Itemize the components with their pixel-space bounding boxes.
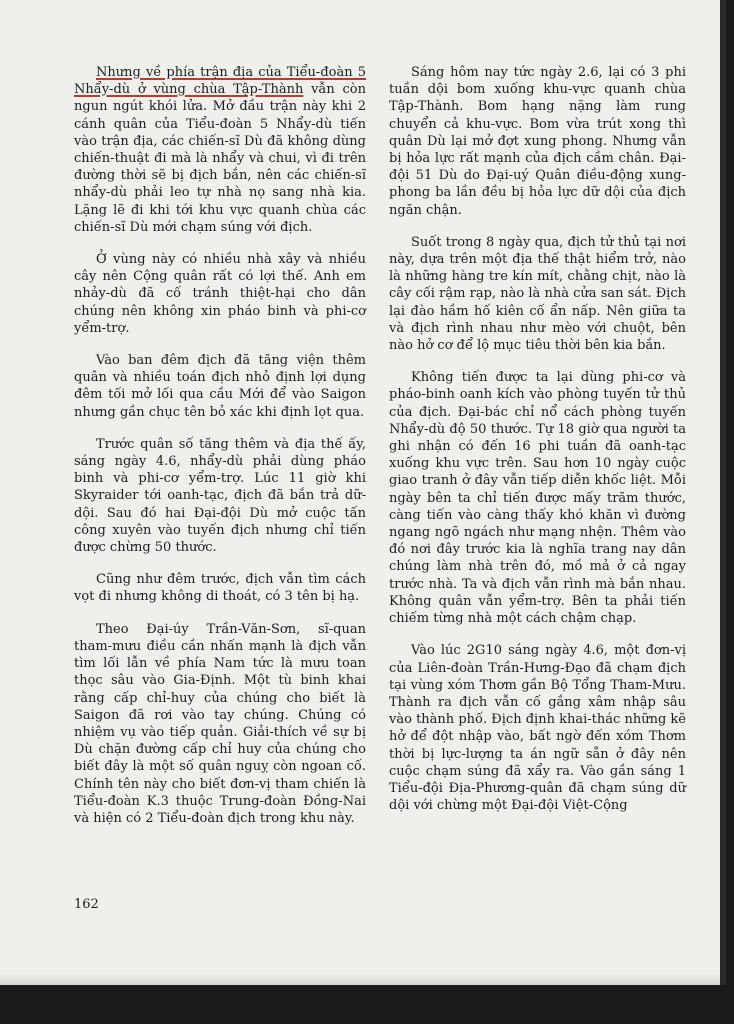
paragraph: Không tiến được ta lại dùng phi-cơ và pháo-binh oanh kích vào phòng tuyến tử thủ của địch. Đại-bác chỉ nổ cách phòng tuyến Nhẩy-dù độ 50 thước. Tự 18 giờ qua người ta ghi nhận có đến 16 phi tuần đã oanh-tạc xuống khu vực trên. Sau hơn 10 ngày cuộc giao tranh ở đây vẫn tiếp diễn khốc liệt. Mỗi ngày bên ta chỉ tiến được mấy trăm thước, càng tiến vào càng thấy khó khăn vì đường ngang ngõ ngách như mạng nhện. Thêm vào đó nơi đây trước kia là nghĩa trang nay dân chúng làm nhà trên đó, mồ mả ở cả ngay trước nhà. Ta và địch vẫn rình mà bắn nhau. Không quân vẫn yểm-trợ. Bên ta phải tiến chiếm từng nhà một cách chậm chạp. — [389, 370, 686, 627]
paragraph-text: vẫn còn ngun ngút khói lửa. Mở đầu trận này khi 2 cánh quân của Tiểu-đoàn 5 Nhẩy-dù tiến vào trận địa, các chiến-sĩ Dù đã không dùng chiến-thuật đi mà là nhẩy và chui, vì đi trên đường thời sẽ bị địch bắn, nên các chiến-sĩ nhẩy-dù phải leo tự nhà nọ sang nhà kia. Lặng lẽ đi khi tới khu vực quanh chùa các chiến-sĩ Dù mới chạm súng với địch. — [74, 82, 366, 235]
paragraph: Sáng hôm nay tức ngày 2.6, lại có 3 phi tuần dội bom xuống khu-vực quanh chùa Tập-Thành. Bom hạng nặng làm rung chuyển cả khu-vực. Bom vừa trút xong thì quân Dù lại mở đợt xung phong. Nhưng vẫn bị hỏa lực rất mạnh của địch cầm chân. Đại-đội 51 Dù do Đại-uý Quân điều-động xung-phong ba lần đều bị hỏa lực dữ dội của địch ngăn chận. — [389, 65, 686, 218]
paragraph: Ở vùng này có nhiều nhà xây và nhiều cây nên Cộng quân rất có lợi thế. Anh em nhảy-dù đã cố tránh thiệt-hại cho dân chúng nên không xin pháo binh và phi-cơ yểm-trợ. — [74, 252, 366, 336]
paragraph: Theo Đại-úy Trần-Văn-Sơn, sĩ-quan tham-mưu điều cần nhấn mạnh là địch vẫn tìm lối lẫn về phía Nam tức là mưu toan thọc sâu vào Gia-Định. Một tù binh khai rằng cấp chỉ-huy của chúng cho biết là Saigon đã rơi vào tay chúng. Chúng có nhiệm vụ vào tiếp quản. Giải-thích về sự bị Dù chặn đường cấp chỉ huy của chúng cho biết đây là một số quân nguỵ còn ngoan cố. Chính tên này cho biết đơn-vị tham chiến là Tiểu-đoàn K.3 thuộc Trung-đoàn Đồng-Nai và hiện có 2 Tiểu-đoàn địch trong khu này. — [74, 621, 366, 826]
paragraph: Cũng như đêm trước, địch vẫn tìm cách vọt đi nhưng không di thoát, có 3 tên bị hạ. — [74, 572, 366, 605]
right-column — [389, 64, 686, 829]
paragraph — [74, 64, 366, 236]
left-column — [74, 64, 366, 842]
paragraph: Vào ban đêm địch đã tăng viện thêm quân và nhiều toán địch nhỏ định lợi dụng đêm tối mở lối qua cầu Mới để vào Saigon nhưng gần chục tên bỏ xác khi định lọt qua. — [74, 353, 366, 420]
paragraph: Vào lúc 2G10 sáng ngày 4.6, một đơn-vị của Liên-đoàn Trần-Hưng-Đạo đã chạm địch tại vùng xóm Thơm gần Bộ Tổng Tham-Mưu. Thành ra địch vẫn cố gắng xâm nhập sâu vào thành phố. Địch định khai-thác những kẽ hở để đột nhập vào, bất ngờ đến xóm Thơm thời bị lực-lượng ta án ngữ sẵn ở đây nên cuộc chạm súng đã xẩy ra. Vào gần sáng 1 Tiểu-đội Địa-Phương-quân đã chạm súng dữ dội với chừng một Đại-đội Việt-Cộng — [389, 643, 686, 814]
underlined-phrase: Nhưng về phía trận địa của Tiểu-đoàn 5 Nhẩy-dù ở vùng chùa Tập-Thành — [74, 65, 366, 98]
paragraph: Suốt trong 8 ngày qua, địch tử thủ tại nơi này, dựa trên một địa thế thật hiểm trở, nào là những hàng tre kín mít, chằng chịt, nào là cây cối rậm rạp, nào là nhà cửa san sát. Địch lại đào hầm hố kiên cố ẩn nấp. Nên giữa ta và địch rình nhau như mèo với chuột, bên nào hở cơ để lộ mục tiêu thời bên kia bắn. — [389, 234, 686, 354]
paragraph: Trước quân số tăng thêm và địa thế ấy, sáng ngày 4.6, nhẩy-dù phải dùng pháo binh và phi-cơ yểm-trợ. Lúc 11 giờ khi Skyraider tới oanh-tạc, địch đã bắn trả dữ-dội. Sau đó hai Đại-đội Dù mở cuộc tấn công xuyên vào tuyến địch nhưng chỉ tiến được chừng 50 thước. — [74, 436, 366, 556]
page-number: 162 — [74, 897, 99, 912]
